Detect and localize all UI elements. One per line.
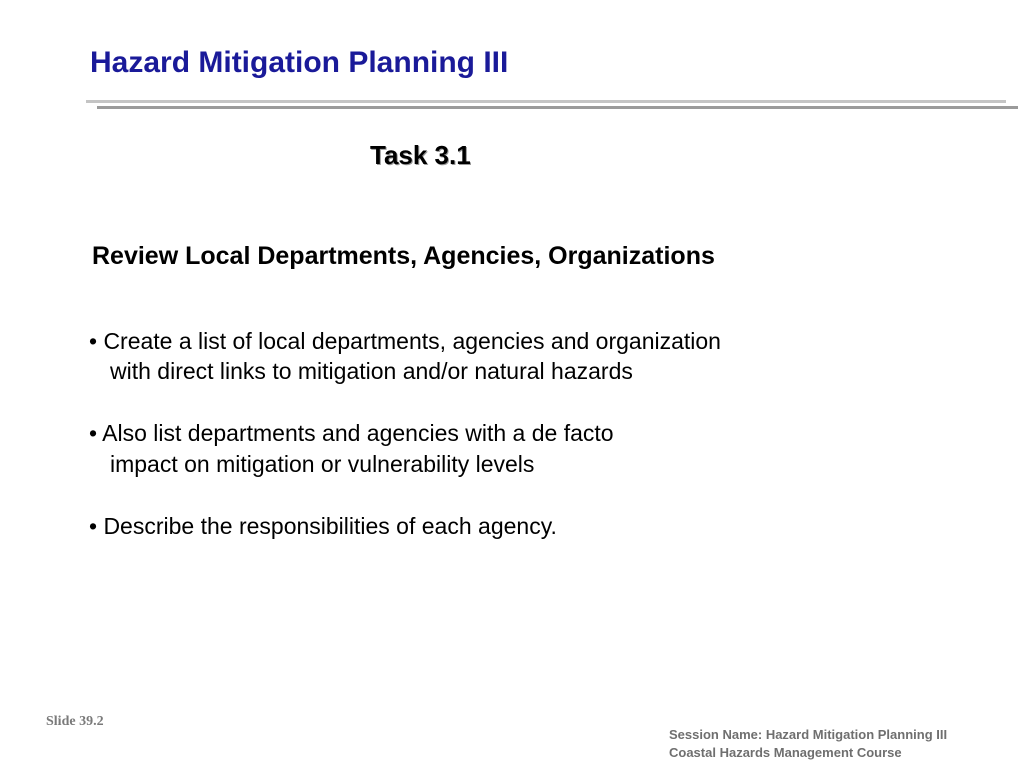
title-divider-upper: [86, 100, 1006, 103]
footer-course-name: Coastal Hazards Management Course: [669, 745, 902, 760]
slide-title: Hazard Mitigation Planning III: [90, 46, 509, 79]
title-divider-lower: [97, 106, 1018, 109]
section-subheading: Review Local Departments, Agencies, Organizations: [92, 242, 715, 270]
bullet-item-1-line-1: • Create a list of local departments, agencies and organization: [89, 328, 721, 354]
slide-number: Slide 39.2: [46, 714, 104, 729]
bullet-item-3-line-1: • Describe the responsibilities of each agency.: [89, 513, 557, 539]
footer: [669, 726, 947, 762]
bullet-item-1-line-2: with direct links to mitigation and/or natural hazards: [110, 358, 633, 384]
bullet-item-2-line-1: • Also list departments and agencies with a de facto: [89, 420, 614, 446]
bullet-item-2-line-2: impact on mitigation or vulnerability levels: [110, 451, 535, 477]
footer-session-name: Session Name: Hazard Mitigation Planning III: [669, 727, 948, 742]
task-title: Task 3.1: [370, 140, 471, 170]
